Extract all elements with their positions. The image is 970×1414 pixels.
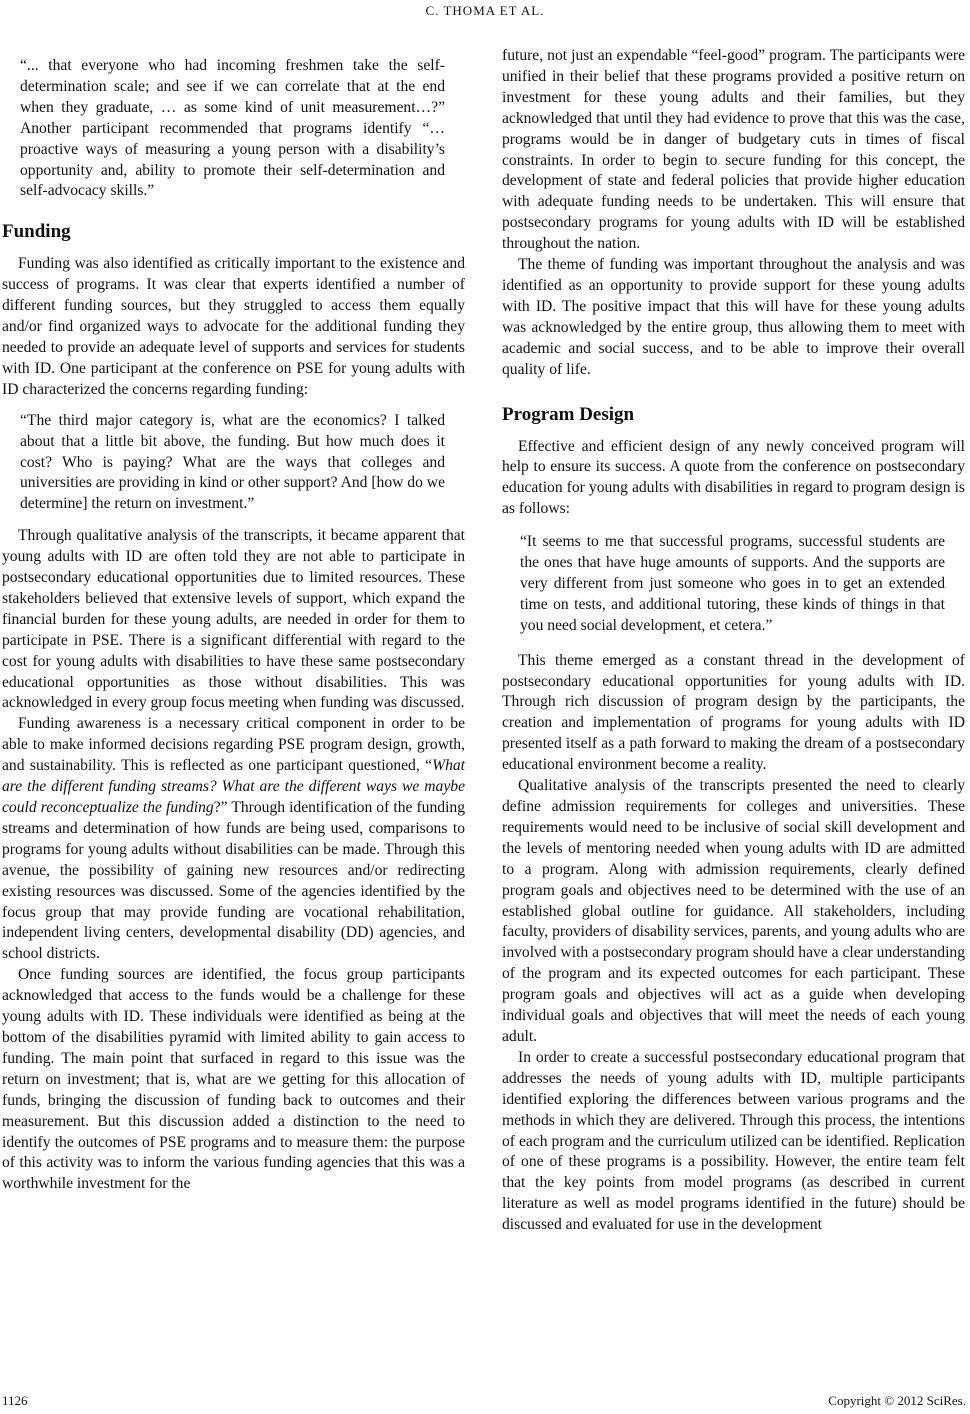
block-quote-self-determination: “... that everyone who had incoming freshmen take the self-determination scale; and see if we can correlate that at the end when they graduate, … as some kind of unit measurement…?” Another participant recommended that programs identify “…proactive ways of measuring a young person with a disability’s opportunity and, ability to promote their self-determination and self-advocacy skills.” bbox=[20, 57, 445, 200]
funding-streams-question: What are the different funding streams? What are the different ways we maybe could reconceptualize the funding bbox=[2, 757, 465, 816]
paragraph-effective-design: Effective and efficient design of any newly conceived program will help to ensure its success. A quote from the conference on postsecondary education for young adults with disabilities in regard to program design is as follows: bbox=[502, 437, 965, 518]
section-heading-program-design: Program Design bbox=[502, 403, 635, 425]
running-header: C. THOMA ET AL. bbox=[425, 3, 545, 18]
page-number: 1126 bbox=[2, 1393, 28, 1408]
left-column bbox=[2, 48, 465, 1195]
paragraph-funding-theme: The theme of funding was important throughout the analysis and was identified as an opportunity to provide support for these young adults with ID. The positive impact that this will have for these young adults was acknowledged by the entire group, thus allowing them to meet with academic and social success, and to be able to improve their overall quality of life. bbox=[502, 256, 965, 378]
paragraph-successful-program: In order to create a successful postsecondary educational program that addresses the needs of young adults with ID, multiple participants identified exploring the differences between various programs and the methods in which they are delivered. Through this process, the intentions of each program and the curriculum utilized can be identified. Replication of one of these programs is a possibility. However, the entire team felt that the key points from model programs (as described in current literature as well as model programs identified in the future) should be discussed and evaluated for use in the development bbox=[502, 1048, 965, 1234]
funding-awareness-text-b: ?” Through identification of the funding streams and determination of how funds are being used, comparisons to programs for young adults without disabilities can be made. Through this avenue, the possibility of gaining new resources and/or redirecting existing resources was discussed. Some of the agencies identified by the focus group that may provide funding are vocational rehabilitation, independent living centers, developmental disability (DD) agencies, and school districts. bbox=[2, 799, 465, 963]
paragraph-funding-access: Once funding sources are identified, the focus group participants acknowledged that access to the funds would be a challenge for these young adults with ID. These individuals were identified as being at the bottom of the disabilities pyramid with limited ability to gain access to funding. The main point that surfaced in regard to this issue was the return on investment; that is, what are we getting for this allocation of funds, bringing the discussion of funding back to outcomes and their measurement. But this discussion added a distinction to the need to identify the outcomes of PSE programs and to measure them: the purpose of this activity was to inform the various funding agencies that this was a worthwhile investment for the bbox=[2, 966, 465, 1193]
paragraph-constant-thread: This theme emerged as a constant thread in the development of postsecondary educational opportunities for young adults with ID. Through rich discussion of program design by the participants, the creation and implementation of programs for young adults with ID presented itself as a path forward to making the dream of a postsecondary educational environment become a reality. bbox=[502, 651, 965, 774]
funding-awareness-text-a: Funding awareness is a necessary critical component in order to be able to make informed decisions regarding PSE program design, growth, and sustainability. This is reflected as one participant questioned, “ bbox=[2, 715, 465, 775]
right-column bbox=[502, 46, 965, 1236]
section-heading-funding: Funding bbox=[2, 221, 71, 243]
paragraph-qualitative-analysis: Through qualitative analysis of the transcripts, it became apparent that young adults with ID are often told they are not able to participate in postsecondary educational opportunities due to limited resources. These stakeholders believed that extensive levels of support, which expand the financial burden for these young adults, are needed in order for them to participate in PSE. There is a significant differential with regard to the cost for young adults with disabilities to have these same postsecondary educational opportunities as those without disabilities. This was acknowledged in every group focus meeting when funding was discussed. bbox=[2, 527, 465, 712]
paragraph-funding-importance: Funding was also identified as critically important to the existence and success of programs. It was clear that experts identified a number of different funding sources, but they struggled to access them equally and/or find organized ways to advocate for the additional funding they needed to provide an adequate level of supports and services for students with ID. One participant at the conference on PSE for young adults with ID characterized the concerns regarding funding: bbox=[2, 255, 465, 398]
block-quote-economics: “The third major category is, what are the economics? I talked about that a little bit above, the funding. But how much does it cost? Who is paying? What are the ways that colleges and universities are providing in kind or other support? And [how do we determine] the return on investment.” bbox=[20, 411, 445, 513]
copyright-notice: Copyright © 2012 SciRes. bbox=[828, 1393, 966, 1408]
paragraph-funding-awareness bbox=[2, 714, 465, 965]
paragraph-admission-requirements: Qualitative analysis of the transcripts presented the need to clearly define admission requirements for colleges and universities. These requirements would need to be inclusive of social skill development and the levels of mentoring needed when young adults with ID are admitted to a program. Along with admission requirements, clearly defined program goals and objectives need to be determined with the use of an established global outline for guidance. All stakeholders, including faculty, providers of disability services, parents, and young adults who are involved with a postsecondary program should have a clear understanding of the program and its expected outcomes for each participant. These program goals and objectives will act as a guide when developing individual goals and objectives that will meet the needs of each young adult. bbox=[502, 777, 965, 1045]
block-quote-supports: “It seems to me that successful programs, successful students are the ones that have huge amounts of supports. And the supports are very different from just someone who goes in to get an extended time on tests, and additional tutoring, these kinds of things in that you need social development, et cetera.” bbox=[520, 533, 945, 634]
paragraph-return-on-investment: future, not just an expendable “feel-good” program. The participants were unified in their belief that these programs provided a positive return on investment for these young adults and their families, but they acknowledged that until they had evidence to prove that this was the case, programs would be in danger of budgetary cuts in times of fiscal constraints. In order to begin to secure funding for this concept, the development of state and federal policies that provide higher education with adequate funding needs to be undertaken. This will ensure that postsecondary programs for young adults with ID will be established throughout the nation. bbox=[502, 47, 965, 253]
